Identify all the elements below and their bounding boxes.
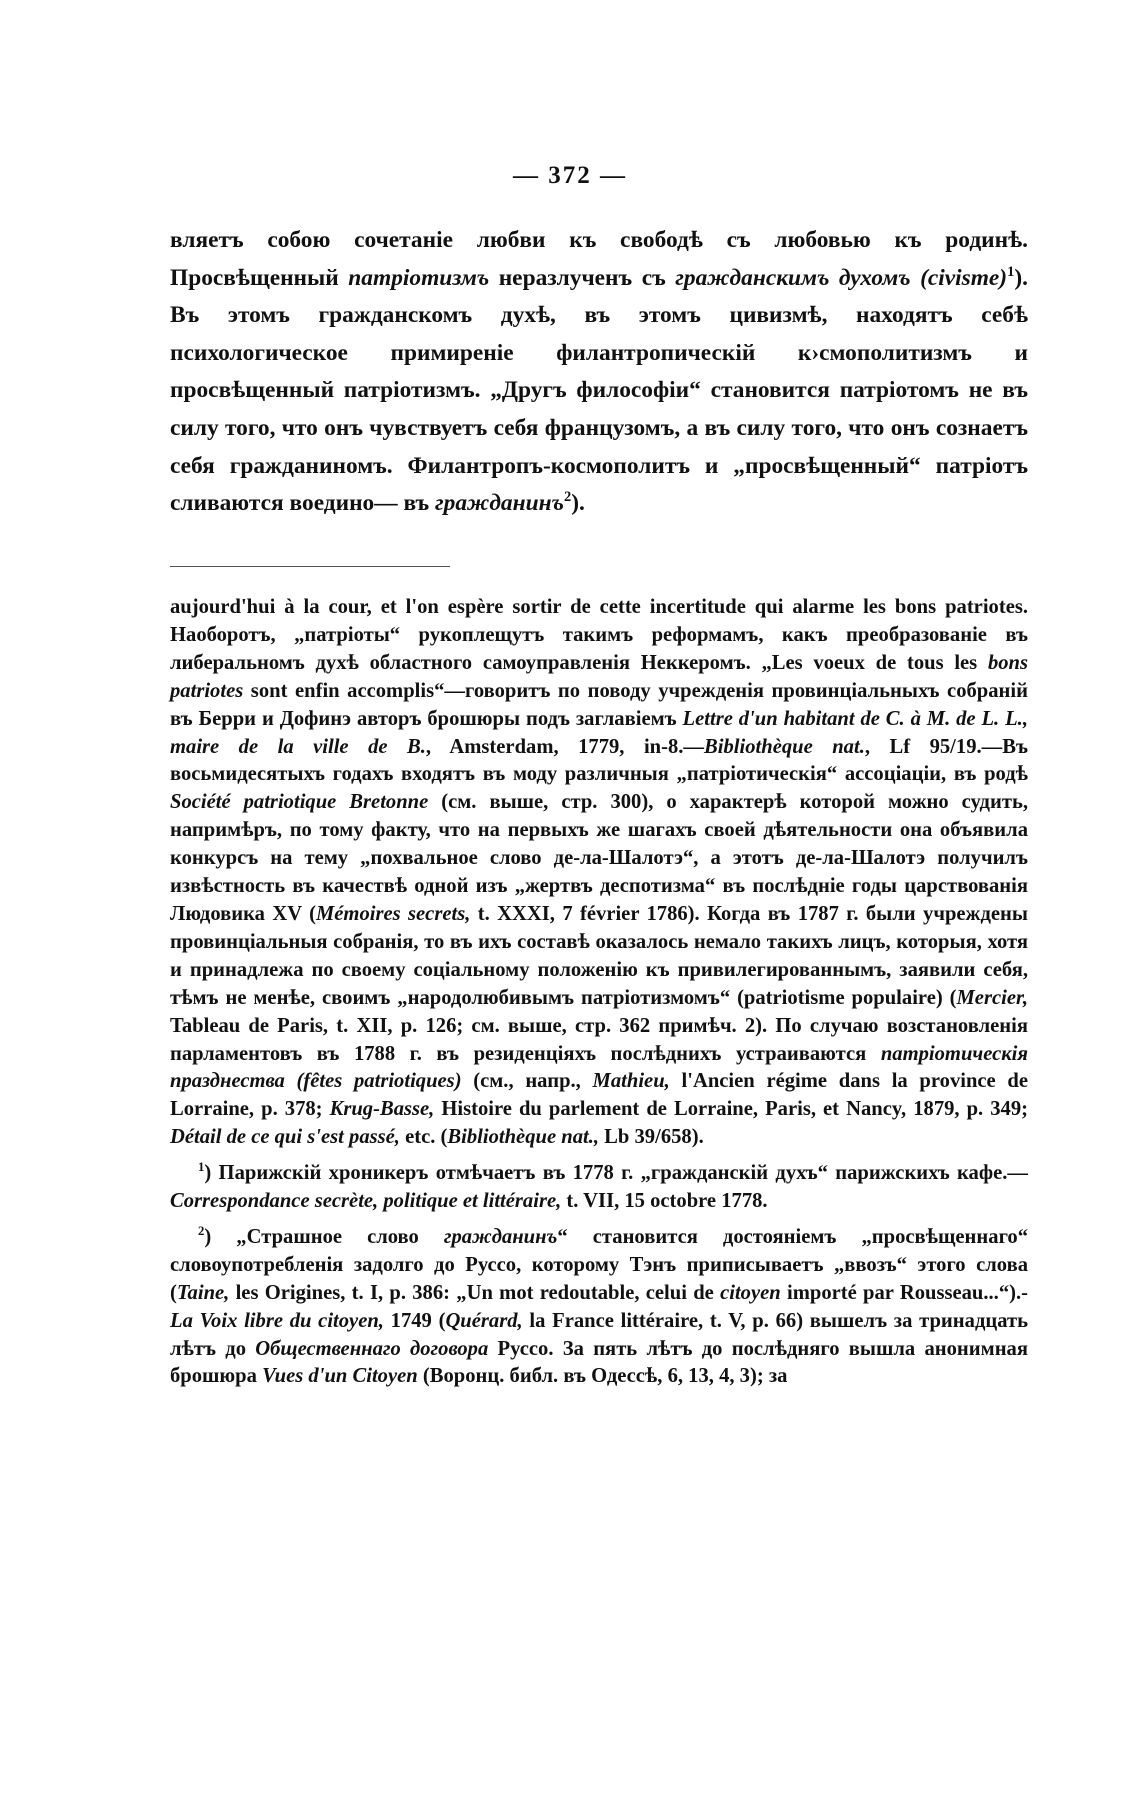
fn-italic: Lettre d'un habitant de C. à M. de L. L., maire de la ville de B. xyxy=(170,707,1028,758)
main-text-segment: ). Въ этомъ гражданскомъ духѣ, въ этомъ цивизмѣ, находятъ себѣ психологическое примиреніе филантропическій к›смополитизмъ и просвѣщенный патріотизмъ. „Другъ философіи“ становится патріотомъ не въ силу того, что онъ чувствуетъ себя французомъ, а въ силу того, что онъ сознаетъ себя гражданиномъ. Филантропъ-космополитъ и „просвѣщенный“ патріотъ сливаются воедино— въ xyxy=(170,264,1028,517)
fn-italic: Krug-Basse, xyxy=(329,1098,435,1121)
footnote-ref-2: 2 xyxy=(563,489,572,506)
fn-text: Histoire du parlement de Lorraine, Paris, et Nancy, 1879, p. 349; xyxy=(434,1098,1029,1121)
fn-italic: Bibliothèque nat. xyxy=(704,735,865,758)
fn-italic: Общественнаго договора xyxy=(255,1337,489,1360)
fn-italic: Vues d'un Citoyen xyxy=(262,1365,418,1388)
fn-italic: Société patriotique Bretonne xyxy=(170,791,429,814)
fn-italic: патріотическія празднества (fêtes patriotiques) xyxy=(170,1042,1028,1093)
footnote-mark: 2 xyxy=(198,1224,205,1239)
fn-italic: Détail de ce qui s'est passé, xyxy=(170,1126,400,1149)
footnote-1 xyxy=(170,1160,1028,1216)
fn-italic: Mémoires secrets, xyxy=(315,902,471,925)
main-italic-term: патріотизмъ xyxy=(348,264,490,291)
fn-text: Tableau de Paris, t. XII, p. 126; см. выше, стр. 362 примѣч. 2). По случаю возстановленія парламентовъ въ 1788 г. въ резиденціяхъ послѣднихъ устраиваются xyxy=(170,1014,1028,1065)
fn-text: l'Ancien régime dans la province de Lorraine, p. 378; xyxy=(170,1070,1028,1121)
footnotes-section xyxy=(170,594,1028,1391)
fn-text: ) „Страшное слово xyxy=(204,1225,444,1248)
fn-text: t. XXXI, 7 février 1786). Когда въ 1787 г. были учреждены провинціальныя собранія, то въ ихъ составѣ оказалось немало такихъ лицъ, которыя, хотя и принадлежа по своему соціальному положенію къ привилегированнымъ, заявили себя, тѣмъ не менѣе, своимъ „народолюбивымъ патріотизмомъ“ (patriotisme populaire) ( xyxy=(170,902,1028,1009)
footnote-ref-1: 1 xyxy=(1007,263,1015,280)
main-italic-term: гражданинъ xyxy=(435,490,564,517)
fn-italic: bons patriotes xyxy=(170,651,1028,702)
footnote-continuation xyxy=(170,594,1028,1152)
fn-italic: гражданинъ xyxy=(443,1225,558,1248)
fn-italic: Correspondance secrète, politique et littéraire, xyxy=(170,1190,562,1213)
fn-text: Lb 39/658). xyxy=(599,1126,704,1149)
fn-text: sont enfin accomplis“—говоритъ по поводу учрежденія провинціальныхъ собраній въ Берри и Дофинэ авторъ брошюры подъ заглавіемъ xyxy=(170,679,1028,730)
fn-text: la France littéraire, t. V, p. 66) вышелъ за тринадцать лѣтъ до xyxy=(170,1309,1028,1360)
fn-text: ) Парижскій хроникеръ отмѣчаетъ въ 1778 г. „гражданскій духъ“ парижскихъ кафе.— xyxy=(204,1162,1028,1185)
fn-italic: citoyen xyxy=(720,1281,781,1304)
fn-text: 1749 ( xyxy=(383,1309,446,1332)
fn-text: (Воронц. библ. въ Одессѣ, 6, 13, 4, 3); за xyxy=(417,1365,788,1388)
main-text-segment: ). xyxy=(571,490,585,517)
fn-italic: Bibliothèque nat., xyxy=(447,1126,600,1149)
footnote-2 xyxy=(170,1224,1028,1391)
fn-text: t. VII, 15 octobre 1778. xyxy=(561,1190,768,1213)
page-number: — 372 — xyxy=(513,162,627,189)
fn-text: aujourd'hui à la cour, et l'on espère sortir de cette incertitude qui alarme les bons patriotes. Наоборотъ, „патріоты“ рукоплещутъ такимъ реформамъ, какъ преобразованіе въ либеральномъ духѣ областного самоуправленія Неккеромъ. „Les voeux de tous les xyxy=(170,596,1028,674)
fn-text: (см. выше, стр. 300), о характерѣ которой можно судить, напримѣръ, по тому факту, что на первыхъ же шагахъ своей дѣятельности она объявила конкурсъ на тему „похвальное слово де-ла-Шалотэ“, а этотъ де-ла-Шалотэ получилъ извѣстность въ качествѣ одной изъ „жертвъ деспотизма“ въ послѣдніе годы царствованія Людовика XV ( xyxy=(170,791,1028,925)
main-text-segment: вляетъ собою сочетаніе любви къ свободѣ съ любовью къ родинѣ. Просвѣщенный xyxy=(170,227,1028,291)
footnote-mark: 1 xyxy=(198,1160,205,1175)
fn-text: importé par Rousseau...“).- xyxy=(780,1281,1028,1304)
fn-text: (см., напр., xyxy=(461,1070,593,1093)
fn-text: etc. ( xyxy=(399,1126,448,1149)
fn-italic: La Voix libre du citoyen, xyxy=(170,1309,384,1332)
fn-italic: Quérard, xyxy=(445,1309,523,1332)
fn-italic: Mercier, xyxy=(956,986,1028,1009)
fn-italic: Mathieu, xyxy=(592,1070,670,1093)
fn-text: “ становится достояніемъ „просвѣщеннаго“ словоупотребленія задолго до Руссо, которому Тэнъ приписываетъ „ввозъ“ этого слова ( xyxy=(170,1225,1029,1304)
fn-text: les Origines, t. I, p. 386: „Un mot redoutable, celui de xyxy=(229,1281,721,1304)
footnote-separator xyxy=(170,566,450,567)
fn-text: , Lf 95/19.—Въ восьмидесятыхъ годахъ входятъ въ моду различныя „патріотическія“ ассоціаціи, въ родѣ xyxy=(170,735,1028,786)
fn-text: , Amsterdam, 1779, in-8.— xyxy=(425,735,705,758)
fn-text: Руссо. За пять лѣтъ до послѣдняго вышла анонимная брошюра xyxy=(170,1337,1028,1388)
main-italic-term: гражданскимъ духомъ (civisme) xyxy=(675,264,1008,291)
main-text-segment: неразлученъ съ xyxy=(489,264,676,291)
fn-italic: Taine, xyxy=(176,1281,230,1304)
main-paragraph xyxy=(170,222,1028,523)
